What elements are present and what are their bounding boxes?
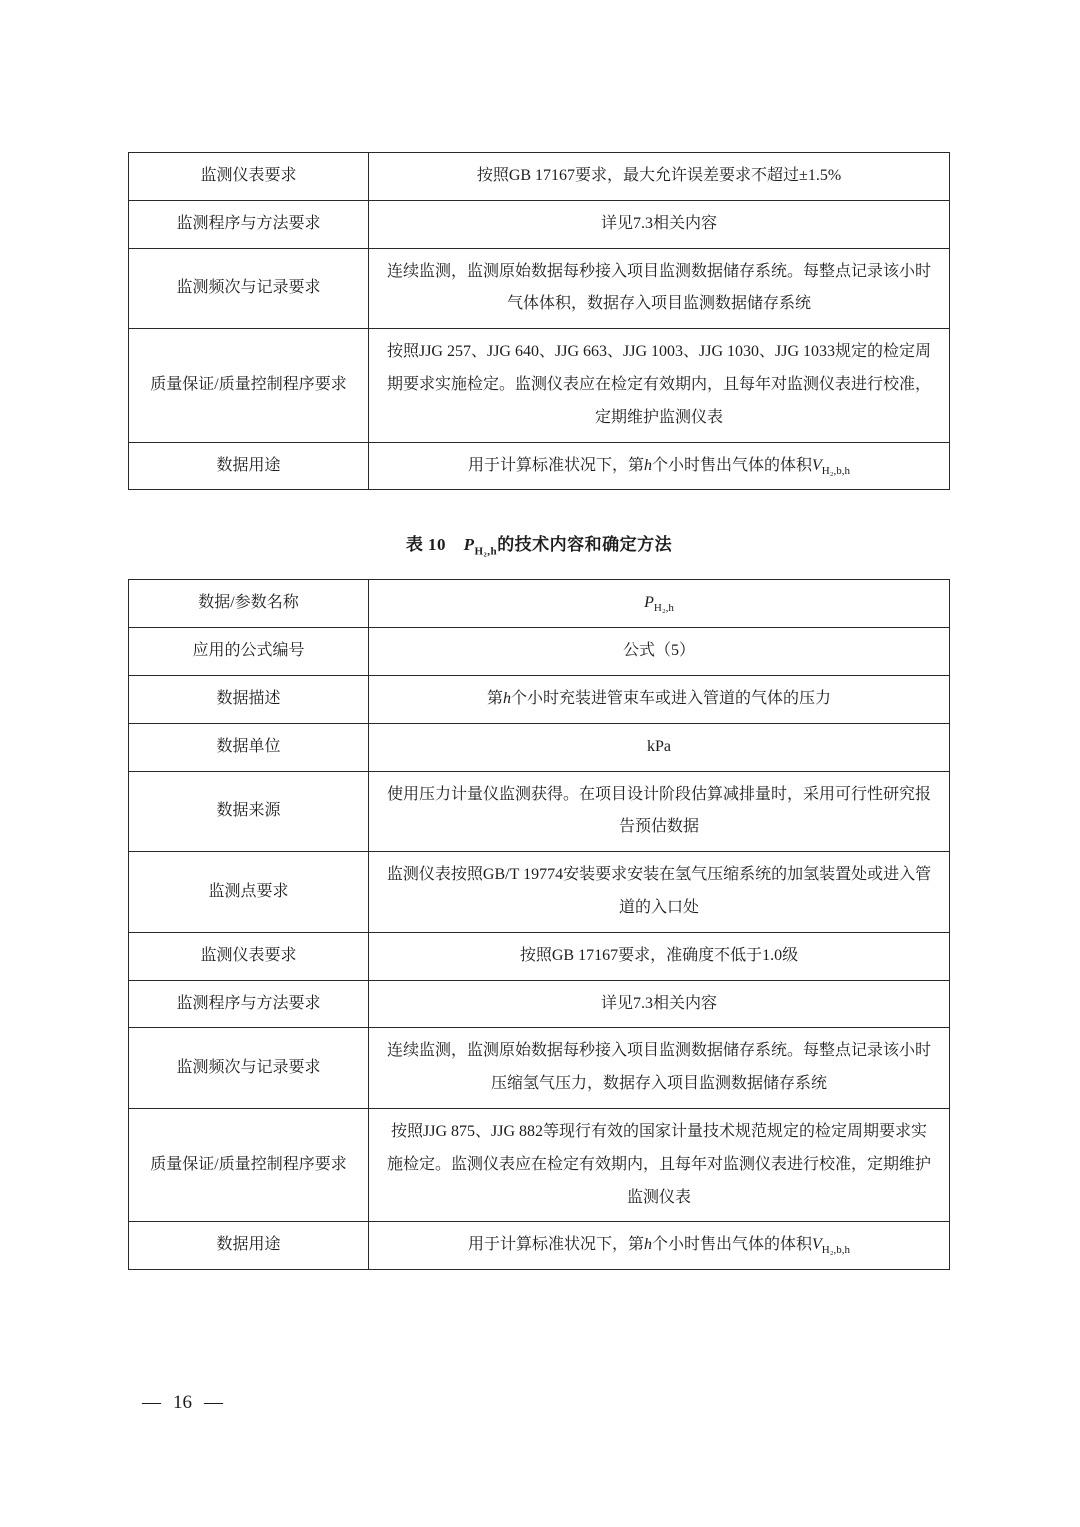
table-row bbox=[129, 1222, 950, 1270]
row-label: 质量保证/质量控制程序要求 bbox=[129, 1108, 369, 1221]
row-value: 连续监测，监测原始数据每秒接入项目监测数据储存系统。每整点记录该小时压缩氢气压力，数据存入项目监测数据储存系统 bbox=[369, 1028, 950, 1109]
table-row bbox=[129, 980, 950, 1028]
table-10 bbox=[128, 579, 950, 1270]
row-value-formula: $P_{H_2,h}$ bbox=[369, 580, 950, 628]
row-value: kPa bbox=[369, 723, 950, 771]
row-label: 监测点要求 bbox=[129, 852, 369, 933]
page-number-left-dash: — bbox=[142, 1392, 161, 1413]
table-row bbox=[129, 200, 950, 248]
row-value-formula: 第h个小时充装进管束车或进入管道的气体的压力 bbox=[369, 675, 950, 723]
table-row bbox=[129, 771, 950, 852]
row-label: 质量保证/质量控制程序要求 bbox=[129, 329, 369, 442]
row-label: 监测频次与记录要求 bbox=[129, 1028, 369, 1109]
row-label: 数据/参数名称 bbox=[129, 580, 369, 628]
table-row bbox=[129, 723, 950, 771]
row-label: 数据用途 bbox=[129, 1222, 369, 1270]
row-label: 数据单位 bbox=[129, 723, 369, 771]
table-row bbox=[129, 442, 950, 490]
row-label: 监测仪表要求 bbox=[129, 932, 369, 980]
table-row bbox=[129, 932, 950, 980]
row-label: 数据描述 bbox=[129, 675, 369, 723]
row-value-formula: 用于计算标准状况下，第h个小时售出气体的体积$V_{H_2,b,h}$ bbox=[369, 1222, 950, 1270]
page-number-value: 16 bbox=[173, 1392, 192, 1413]
table-9-continued bbox=[128, 152, 950, 490]
row-label: 应用的公式编号 bbox=[129, 628, 369, 676]
row-value: 按照GB 17167要求，最大允许误差要求不超过±1.5% bbox=[369, 153, 950, 201]
table-row bbox=[129, 329, 950, 442]
table-row bbox=[129, 248, 950, 329]
row-value: 按照JJG 875、JJG 882等现行有效的国家计量技术规范规定的检定周期要求实施检定。监测仪表应在检定有效期内，且每年对监测仪表进行校准，定期维护监测仪表 bbox=[369, 1108, 950, 1221]
table-row bbox=[129, 852, 950, 933]
row-value: 公式（5） bbox=[369, 628, 950, 676]
row-value: 使用压力计量仪监测获得。在项目设计阶段估算减排量时，采用可行性研究报告预估数据 bbox=[369, 771, 950, 852]
page-number-right-dash: — bbox=[204, 1392, 223, 1413]
table-row bbox=[129, 153, 950, 201]
row-label: 数据来源 bbox=[129, 771, 369, 852]
row-label: 监测仪表要求 bbox=[129, 153, 369, 201]
row-value: 按照JJG 257、JJG 640、JJG 663、JJG 1003、JJG 1030、JJG 1033规定的检定周期要求实施检定。监测仪表应在检定有效期内，且每年对监测仪表进行校准，定期维护监测仪表 bbox=[369, 329, 950, 442]
row-value-formula: 用于计算标准状况下，第h个小时售出气体的体积$V_{H_2,b,h}$ bbox=[369, 442, 950, 490]
table-row bbox=[129, 1108, 950, 1221]
row-value: 监测仪表按照GB/T 19774安装要求安装在氢气压缩系统的加氢装置处或进入管道的入口处 bbox=[369, 852, 950, 933]
table-10-title: 表 10 $P_{H_2,h}$的技术内容和确定方法 bbox=[405, 535, 673, 558]
table-row bbox=[129, 580, 950, 628]
row-label: 监测程序与方法要求 bbox=[129, 980, 369, 1028]
table-row bbox=[129, 675, 950, 723]
row-value: 详见7.3相关内容 bbox=[369, 980, 950, 1028]
row-value: 详见7.3相关内容 bbox=[369, 200, 950, 248]
page-number bbox=[142, 1392, 223, 1414]
row-label: 数据用途 bbox=[129, 442, 369, 490]
row-value: 按照GB 17167要求，准确度不低于1.0级 bbox=[369, 932, 950, 980]
row-label: 监测程序与方法要求 bbox=[129, 200, 369, 248]
row-label: 监测频次与记录要求 bbox=[129, 248, 369, 329]
table-row bbox=[129, 628, 950, 676]
table-row bbox=[129, 1028, 950, 1109]
row-value: 连续监测，监测原始数据每秒接入项目监测数据储存系统。每整点记录该小时气体体积，数据存入项目监测数据储存系统 bbox=[369, 248, 950, 329]
